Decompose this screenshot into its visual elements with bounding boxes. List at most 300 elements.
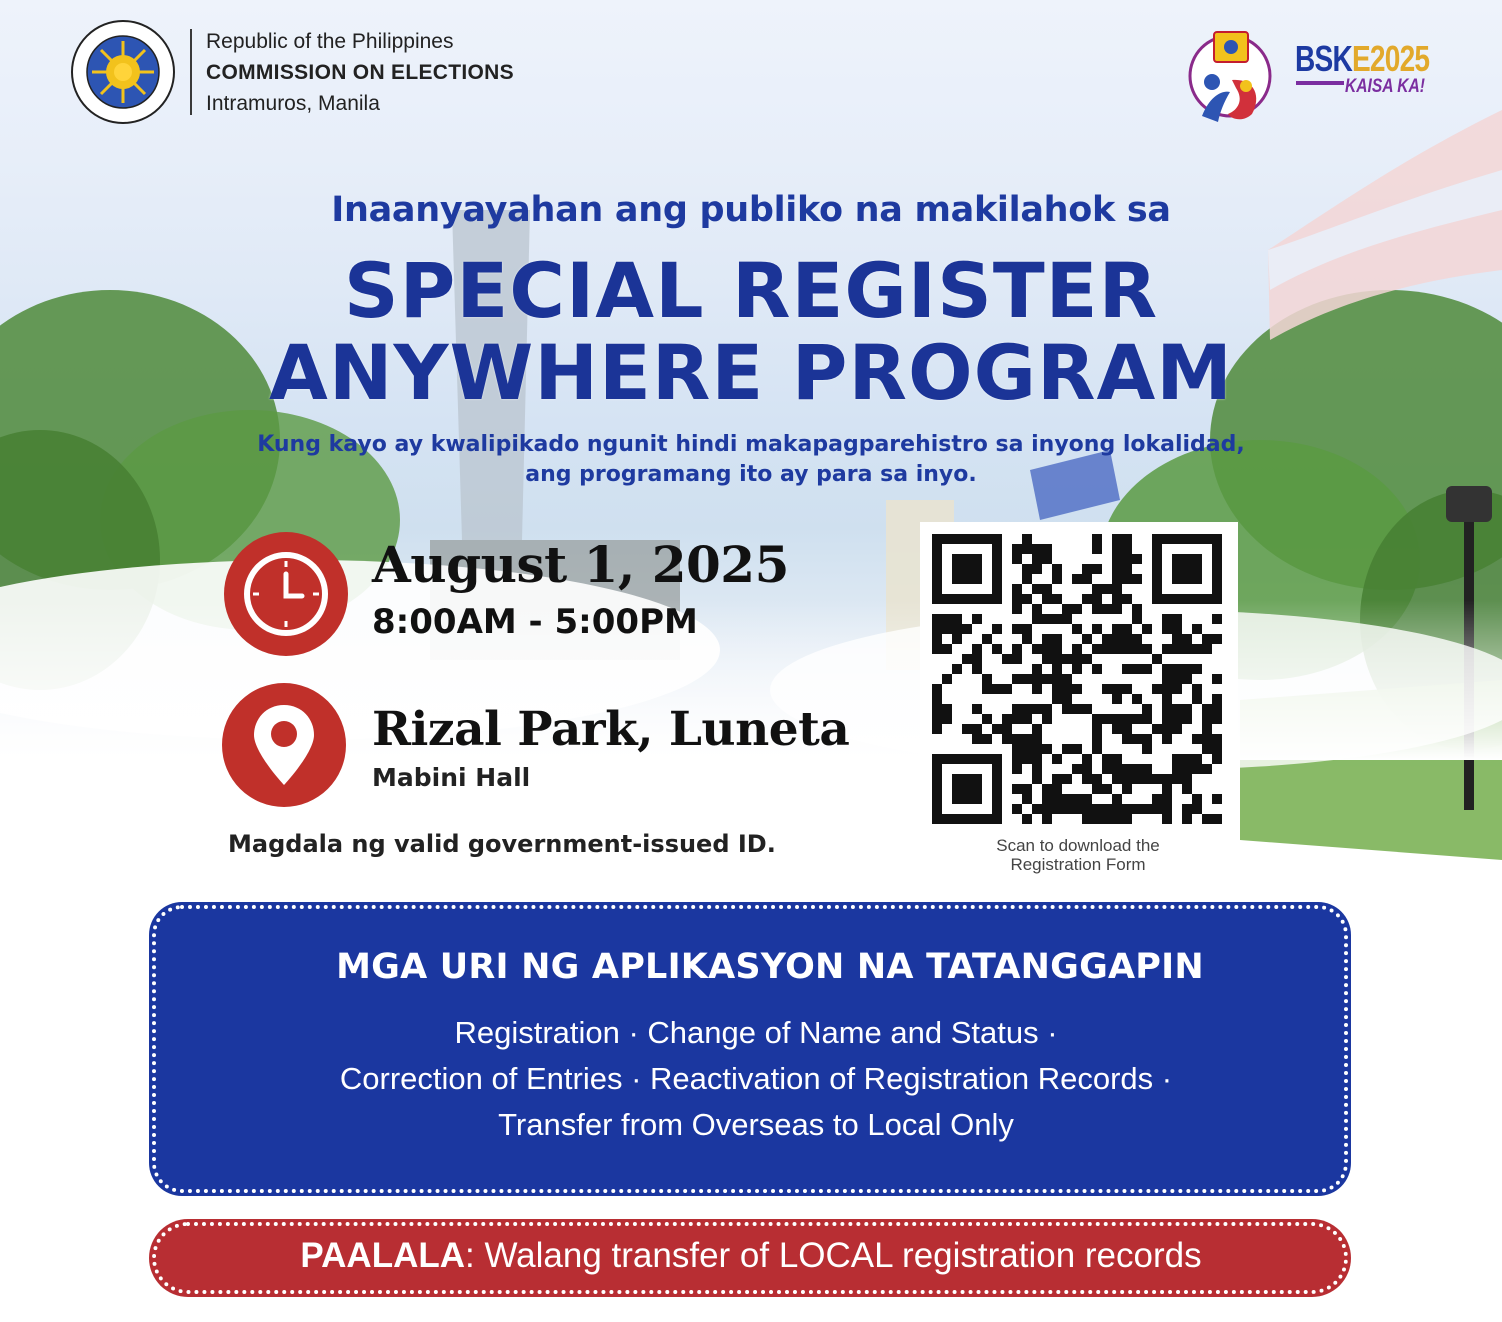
- qr-module: [1172, 764, 1182, 774]
- application-types-list: [0, 1010, 1502, 1148]
- qr-module: [1062, 684, 1072, 694]
- qr-module: [1122, 804, 1132, 814]
- qr-caption: [920, 836, 1236, 874]
- qr-module: [1032, 674, 1042, 684]
- qr-module: [1002, 654, 1012, 664]
- qr-module: [1142, 804, 1152, 814]
- qr-module: [1152, 654, 1162, 664]
- qr-module: [1162, 644, 1172, 654]
- qr-module: [1162, 804, 1172, 814]
- qr-module: [1122, 714, 1132, 724]
- qr-module: [1022, 564, 1032, 574]
- qr-module: [932, 634, 942, 644]
- qr-module: [1212, 694, 1222, 704]
- qr-module: [962, 654, 972, 664]
- qr-module: [1022, 674, 1032, 684]
- qr-module: [1012, 784, 1022, 794]
- qr-module: [1032, 554, 1042, 564]
- qr-module: [1122, 734, 1132, 744]
- qr-module: [1112, 534, 1122, 544]
- qr-module: [1092, 664, 1102, 674]
- qr-module: [1182, 754, 1192, 764]
- qr-module: [1032, 604, 1042, 614]
- qr-module: [942, 674, 952, 684]
- qr-module: [1202, 714, 1212, 724]
- qr-module: [1142, 744, 1152, 754]
- qr-module: [1042, 634, 1052, 644]
- qr-module: [1132, 604, 1142, 614]
- qr-module: [1062, 654, 1072, 664]
- qr-module: [1102, 714, 1112, 724]
- header-divider: [190, 29, 192, 115]
- qr-module: [1212, 634, 1222, 644]
- qr-module: [1082, 794, 1092, 804]
- qr-module: [1042, 554, 1052, 564]
- qr-module: [1052, 804, 1062, 814]
- qr-module: [1052, 594, 1062, 604]
- qr-module: [1112, 544, 1122, 554]
- qr-module: [1072, 684, 1082, 694]
- qr-module: [1092, 534, 1102, 544]
- qr-module: [1182, 764, 1192, 774]
- qr-module: [1012, 704, 1022, 714]
- qr-module: [1002, 684, 1012, 694]
- qr-module: [1032, 584, 1042, 594]
- event-place: Rizal Park, Luneta: [372, 702, 850, 757]
- qr-module: [1162, 724, 1172, 734]
- qr-module: [1192, 794, 1202, 804]
- program-title: [0, 246, 1502, 417]
- qr-module: [1012, 554, 1022, 564]
- qr-module: [1162, 774, 1172, 784]
- qr-module: [1092, 594, 1102, 604]
- qr-module: [1042, 584, 1052, 594]
- qr-module: [1212, 704, 1222, 714]
- qr-module: [1132, 644, 1142, 654]
- qr-module: [962, 624, 972, 634]
- qr-module: [1142, 764, 1152, 774]
- qr-module: [1032, 724, 1042, 734]
- qr-module: [1012, 744, 1022, 754]
- qr-module: [1052, 784, 1062, 794]
- qr-module: [1052, 654, 1062, 664]
- qr-module: [1072, 604, 1082, 614]
- qr-module: [1122, 724, 1132, 734]
- qr-module: [1132, 764, 1142, 774]
- header-commission: COMMISSION ON ELECTIONS: [206, 60, 514, 84]
- qr-module: [1132, 774, 1142, 784]
- qr-module: [1172, 704, 1182, 714]
- qr-module: [932, 624, 942, 634]
- qr-module: [1062, 604, 1072, 614]
- qr-module: [1122, 574, 1132, 584]
- qr-module: [1122, 784, 1132, 794]
- qr-module: [982, 674, 992, 684]
- qr-finder-pattern: [952, 774, 982, 804]
- qr-module: [1002, 734, 1012, 744]
- qr-module: [1182, 814, 1192, 824]
- program-subtitle: [0, 430, 1502, 490]
- id-reminder: Magdala ng valid government-issued ID.: [228, 830, 776, 858]
- qr-module: [1082, 814, 1092, 824]
- qr-module: [972, 614, 982, 624]
- qr-module: [1162, 664, 1172, 674]
- qr-module: [1162, 684, 1172, 694]
- qr-module: [1042, 744, 1052, 754]
- qr-module: [1202, 744, 1212, 754]
- qr-module: [1182, 784, 1192, 794]
- qr-module: [1102, 754, 1112, 764]
- event-date: August 1, 2025: [372, 535, 789, 594]
- qr-module: [972, 704, 982, 714]
- qr-module: [1182, 804, 1192, 814]
- qr-module: [1162, 694, 1172, 704]
- qr-module: [1022, 784, 1032, 794]
- qr-module: [932, 694, 942, 704]
- qr-module: [1042, 804, 1052, 814]
- qr-module: [1212, 744, 1222, 754]
- qr-module: [952, 664, 962, 674]
- bske-wordmark-accent: E2025: [1351, 38, 1430, 79]
- qr-module: [1012, 604, 1022, 614]
- qr-module: [1072, 744, 1082, 754]
- header-text: [206, 26, 514, 119]
- qr-module: [1032, 564, 1042, 574]
- qr-module: [1002, 724, 1012, 734]
- qr-module: [1062, 774, 1072, 784]
- qr-module: [1112, 554, 1122, 564]
- qr-module: [1042, 594, 1052, 604]
- qr-module: [1172, 644, 1182, 654]
- qr-module: [1012, 754, 1022, 764]
- qr-module: [1092, 714, 1102, 724]
- qr-module: [1082, 564, 1092, 574]
- qr-code-panel[interactable]: [920, 522, 1238, 836]
- qr-module: [1162, 624, 1172, 634]
- qr-module: [1212, 734, 1222, 744]
- location-pin-icon: [222, 683, 346, 807]
- comelec-header: [70, 22, 514, 122]
- clock-icon-badge: [224, 532, 348, 656]
- qr-module: [1072, 794, 1082, 804]
- qr-module: [1092, 624, 1102, 634]
- qr-module: [1072, 704, 1082, 714]
- qr-module: [1162, 704, 1172, 714]
- clock-icon: [224, 532, 348, 656]
- qr-module: [1042, 544, 1052, 554]
- qr-module: [1072, 664, 1082, 674]
- qr-module: [1072, 624, 1082, 634]
- qr-module: [1012, 674, 1022, 684]
- qr-module: [1082, 754, 1092, 764]
- qr-module: [1022, 814, 1032, 824]
- qr-module: [1022, 714, 1032, 724]
- qr-module: [1122, 554, 1132, 564]
- qr-module: [1212, 794, 1222, 804]
- qr-module: [1112, 724, 1122, 734]
- lamp-head: [1446, 486, 1492, 522]
- qr-module: [1152, 684, 1162, 694]
- qr-module: [1052, 614, 1062, 624]
- qr-module: [1102, 604, 1112, 614]
- qr-module: [1112, 564, 1122, 574]
- qr-module: [972, 724, 982, 734]
- qr-module: [1202, 704, 1212, 714]
- qr-module: [1032, 764, 1042, 774]
- qr-module: [1162, 674, 1172, 684]
- comelec-seal-icon: [70, 19, 176, 125]
- qr-finder-pattern: [952, 554, 982, 584]
- qr-module: [1132, 714, 1142, 724]
- qr-module: [992, 724, 1002, 734]
- header-republic: Republic of the Philippines: [206, 29, 454, 53]
- qr-module: [1062, 694, 1072, 704]
- qr-module: [1072, 764, 1082, 774]
- event-time: 8:00AM - 5:00PM: [372, 602, 698, 642]
- qr-module: [1152, 724, 1162, 734]
- qr-module: [1042, 614, 1052, 624]
- reminder-label: PAALALA: [300, 1236, 465, 1275]
- qr-module: [1192, 664, 1202, 674]
- qr-module: [1182, 774, 1192, 784]
- qr-module: [1112, 764, 1122, 774]
- qr-module: [1082, 574, 1092, 584]
- qr-module: [942, 704, 952, 714]
- event-hall: Mabini Hall: [372, 763, 531, 792]
- qr-module: [992, 644, 1002, 654]
- qr-module: [972, 644, 982, 654]
- qr-module: [1022, 794, 1032, 804]
- qr-module: [1212, 714, 1222, 724]
- qr-module: [932, 724, 942, 734]
- qr-module: [1082, 634, 1092, 644]
- qr-module: [1112, 774, 1122, 784]
- qr-module: [1092, 724, 1102, 734]
- qr-module: [1192, 754, 1202, 764]
- qr-module: [1052, 564, 1062, 574]
- qr-module: [1102, 814, 1112, 824]
- qr-module: [1072, 574, 1082, 584]
- qr-module: [1122, 594, 1132, 604]
- qr-module: [1162, 714, 1172, 724]
- qr-module: [1102, 584, 1112, 594]
- qr-module: [1032, 754, 1042, 764]
- qr-module: [932, 614, 942, 624]
- qr-module: [1072, 644, 1082, 654]
- qr-module: [952, 634, 962, 644]
- bske-underline: [1296, 81, 1344, 85]
- qr-module: [1202, 734, 1212, 744]
- qr-module: [942, 614, 952, 624]
- bske-tagline: KAISA KA!: [1345, 76, 1425, 97]
- qr-module: [1042, 714, 1052, 724]
- qr-module: [1012, 734, 1022, 744]
- qr-module: [1032, 744, 1042, 754]
- qr-module: [1082, 804, 1092, 814]
- qr-module: [1092, 644, 1102, 654]
- qr-module: [1122, 634, 1132, 644]
- qr-module: [1112, 714, 1122, 724]
- qr-module: [1012, 804, 1022, 814]
- qr-module: [1142, 774, 1152, 784]
- qr-module: [1092, 804, 1102, 814]
- qr-module: [1172, 724, 1182, 734]
- qr-module: [1142, 644, 1152, 654]
- qr-module: [1022, 734, 1032, 744]
- qr-module: [1012, 594, 1022, 604]
- qr-module: [1112, 574, 1122, 584]
- qr-module: [1172, 684, 1182, 694]
- qr-module: [1192, 804, 1202, 814]
- qr-module: [1122, 664, 1132, 674]
- qr-module: [1202, 644, 1212, 654]
- qr-module: [1112, 624, 1122, 634]
- qr-module: [1122, 814, 1132, 824]
- qr-module: [1112, 804, 1122, 814]
- qr-module: [1082, 774, 1092, 784]
- qr-module: [1052, 664, 1062, 674]
- qr-module: [1102, 784, 1112, 794]
- qr-finder-pattern: [1172, 554, 1202, 584]
- qr-module: [1182, 704, 1192, 714]
- qr-module: [1042, 784, 1052, 794]
- qr-module: [1032, 704, 1042, 714]
- qr-module: [1022, 544, 1032, 554]
- qr-module: [1042, 704, 1052, 714]
- qr-module: [1092, 564, 1102, 574]
- qr-module: [992, 684, 1002, 694]
- qr-module: [1102, 804, 1112, 814]
- qr-module: [1032, 544, 1042, 554]
- qr-module: [1032, 644, 1042, 654]
- qr-module: [1202, 764, 1212, 774]
- qr-module: [1132, 554, 1142, 564]
- qr-module: [1022, 574, 1032, 584]
- qr-module: [1022, 534, 1032, 544]
- qr-module: [1072, 804, 1082, 814]
- qr-module: [1062, 804, 1072, 814]
- qr-module: [1092, 784, 1102, 794]
- qr-module: [1132, 694, 1142, 704]
- qr-module: [1182, 664, 1192, 674]
- qr-module: [1102, 634, 1112, 644]
- subtitle-line1: Kung kayo ay kwalipikado ngunit hindi makapagparehistro sa inyong lokalidad,: [257, 432, 1245, 457]
- qr-module: [1052, 774, 1062, 784]
- qr-module: [1132, 804, 1142, 814]
- qr-module: [1062, 674, 1072, 684]
- qr-module: [1112, 794, 1122, 804]
- qr-module: [1022, 744, 1032, 754]
- program-title-line2: ANYWHERE PROGRAM: [269, 328, 1233, 417]
- invite-heading: Inaanyayahan ang publiko na makilahok sa: [331, 190, 1171, 230]
- qr-module: [942, 644, 952, 654]
- qr-module: [1042, 674, 1052, 684]
- reminder-text: [0, 1236, 1502, 1276]
- qr-module: [1192, 684, 1202, 694]
- qr-module: [932, 644, 942, 654]
- qr-module: [1032, 734, 1042, 744]
- qr-module: [1182, 714, 1192, 724]
- qr-module: [1022, 624, 1032, 634]
- qr-code-icon[interactable]: [920, 522, 1238, 836]
- qr-module: [1122, 644, 1132, 654]
- qr-module: [1052, 574, 1062, 584]
- qr-module: [1122, 544, 1132, 554]
- reminder-message: : Walang transfer of LOCAL registration records: [465, 1236, 1202, 1275]
- qr-module: [1062, 744, 1072, 754]
- qr-module: [1032, 684, 1042, 694]
- qr-module: [1192, 624, 1202, 634]
- qr-module: [1092, 744, 1102, 754]
- qr-module: [1142, 734, 1152, 744]
- qr-module: [952, 624, 962, 634]
- qr-module: [1112, 584, 1122, 594]
- qr-module: [1162, 614, 1172, 624]
- qr-module: [962, 724, 972, 734]
- qr-module: [1142, 714, 1152, 724]
- qr-module: [1152, 794, 1162, 804]
- qr-module: [1132, 734, 1142, 744]
- qr-module: [1212, 754, 1222, 764]
- qr-module: [942, 714, 952, 724]
- qr-module: [982, 634, 992, 644]
- qr-module: [932, 704, 942, 714]
- qr-module: [1122, 624, 1132, 634]
- qr-module: [1102, 764, 1112, 774]
- qr-module: [1052, 674, 1062, 684]
- qr-module: [972, 654, 982, 664]
- qr-module: [982, 734, 992, 744]
- qr-module: [972, 664, 982, 674]
- qr-module: [952, 614, 962, 624]
- qr-module: [1202, 814, 1212, 824]
- qr-module: [1032, 774, 1042, 784]
- qr-module: [1112, 684, 1122, 694]
- qr-module: [1132, 634, 1142, 644]
- qr-module: [1212, 674, 1222, 684]
- qr-module: [1042, 814, 1052, 824]
- qr-module: [1082, 654, 1092, 664]
- qr-module: [1122, 564, 1132, 574]
- qr-module: [1002, 714, 1012, 724]
- qr-module: [1102, 684, 1112, 694]
- qr-module: [1182, 644, 1192, 654]
- qr-module: [1072, 654, 1082, 664]
- qr-module: [992, 624, 1002, 634]
- qr-module: [1032, 804, 1042, 814]
- qr-module: [1052, 634, 1062, 644]
- qr-module: [1012, 584, 1022, 594]
- qr-caption-line2: Registration Form: [1010, 855, 1146, 874]
- qr-module: [1052, 644, 1062, 654]
- qr-module: [1142, 624, 1152, 634]
- qr-module: [1092, 584, 1102, 594]
- qr-module: [1172, 634, 1182, 644]
- qr-module: [1172, 664, 1182, 674]
- application-types-line: Registration · Change of Name and Status ·: [454, 1015, 1058, 1050]
- qr-module: [1022, 594, 1032, 604]
- qr-module: [1012, 714, 1022, 724]
- qr-module: [1032, 664, 1042, 674]
- qr-module: [1112, 644, 1122, 654]
- qr-module: [1062, 794, 1072, 804]
- qr-module: [1102, 644, 1112, 654]
- qr-module: [1142, 664, 1152, 674]
- qr-module: [1012, 764, 1022, 774]
- qr-module: [1092, 604, 1102, 614]
- program-title-line1: SPECIAL REGISTER: [343, 246, 1159, 335]
- qr-module: [1182, 674, 1192, 684]
